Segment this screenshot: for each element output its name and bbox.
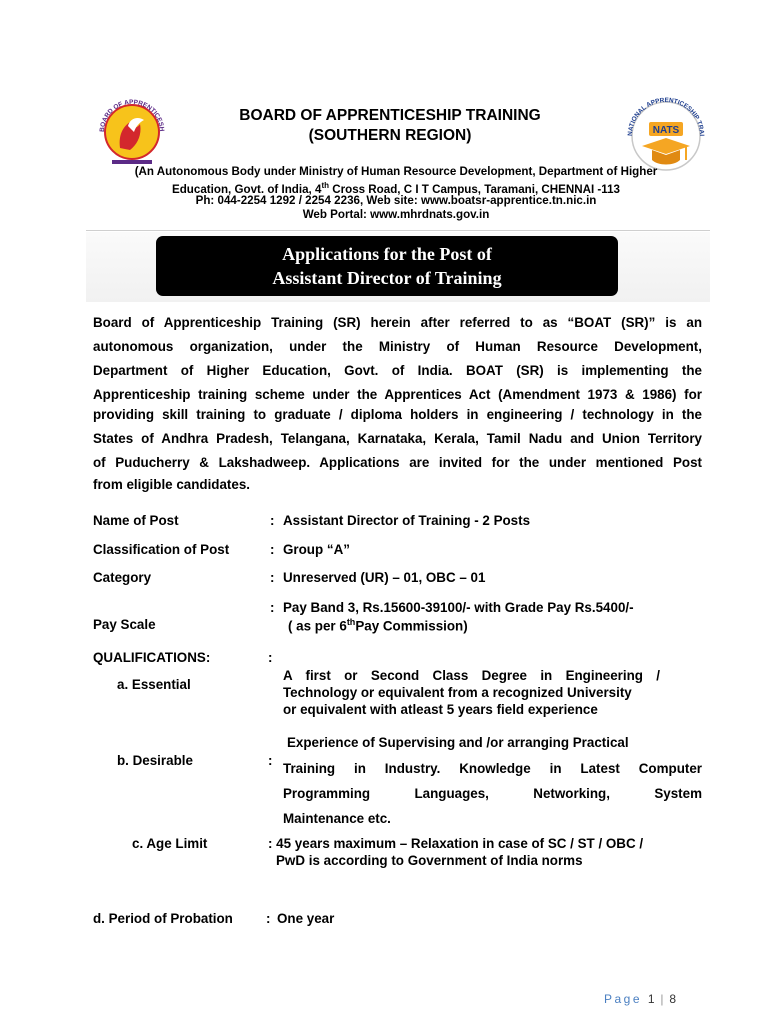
desirable-line: Programming Languages, Networking, System [283, 786, 702, 801]
intro-line: of Puducherry & Lakshadweep. Applications are invited for the under mentioned Post [93, 455, 702, 470]
post-banner [156, 236, 618, 296]
name-of-post-value: Assistant Director of Training - 2 Posts [283, 513, 531, 528]
field-colon: : [270, 513, 275, 528]
essential-line: Technology or equivalent from a recognized University [283, 685, 632, 700]
classification-value: Group “A” [283, 542, 350, 557]
intro-line: Board of Apprenticeship Training (SR) herein after referred to as “BOAT (SR)” is an [93, 315, 702, 330]
intro-line: providing skill training to graduate / diploma holders in engineering / technology in the [93, 407, 702, 422]
nats-badge: NATS [652, 125, 680, 136]
intro-line: Department of Higher Education, Govt. of India. BOAT (SR) is implementing the [93, 363, 702, 378]
contact-line: Ph: 044-2254 1292 / 2254 2236, Web site: www.boatsr-apprentice.tn.nic.in [195, 194, 597, 207]
desirable-line: Maintenance etc. [283, 811, 391, 826]
total-pages: 8 [669, 992, 677, 1006]
field-colon: : [270, 570, 275, 585]
probation-label: d. Period of Probation [93, 911, 233, 926]
name-of-post-label: Name of Post [93, 513, 179, 528]
field-colon: : [266, 911, 271, 926]
pay-scale-value: Pay Band 3, Rs.15600-39100/- with Grade Pay Rs.5400/- [283, 600, 634, 615]
field-colon: : [268, 650, 273, 665]
probation-value: One year [277, 911, 335, 926]
pay-scale-note: ( as per 6thPay Commission) [288, 617, 468, 634]
field-colon: : [268, 753, 273, 768]
address-line-2: Education, Govt. of India, 4th Cross Road, C I T Campus, Taramani, CHENNAI -113 [171, 181, 620, 196]
intro-line: States of Andhra Pradesh, Telangana, Karnataka, Kerala, Tamil Nadu and Union Territory [93, 431, 702, 446]
field-colon: : [270, 600, 275, 615]
banner-line-2: Assistant Director of Training [272, 268, 502, 288]
page-separator: | [660, 992, 664, 1006]
desirable-line: Training in Industry. Knowledge in Latest Computer [283, 761, 702, 776]
qualifications-heading: QUALIFICATIONS: [93, 650, 211, 665]
desirable-label: b. Desirable [117, 753, 193, 768]
pay-scale-label: Pay Scale [93, 617, 156, 632]
essential-line: A first or Second Class Degree in Engineering / [283, 668, 660, 683]
boat-logo-text: BOARD OF APPRENTICESH [98, 98, 166, 133]
org-subtitle: (SOUTHERN REGION) [308, 127, 472, 144]
page-footer [604, 992, 676, 1006]
page-number: 1 [647, 992, 655, 1006]
intro-line: autonomous organization, under the Ministry of Human Resource Development, [93, 339, 702, 354]
intro-line: Apprenticeship training scheme under the Apprentices Act (Amendment 1973 & 1986) for [93, 387, 702, 402]
banner-line-1: Applications for the Post of [282, 244, 492, 264]
desirable-line: Experience of Supervising and /or arranging Practical [287, 735, 629, 750]
address-line-1: (An Autonomous Body under Ministry of Human Resource Development, Department of Higher [134, 165, 658, 178]
field-colon: : [270, 542, 275, 557]
page-label: Page [604, 992, 643, 1006]
web-portal-line: Web Portal: www.mhrdnats.gov.in [302, 208, 490, 221]
age-limit-label: c. Age Limit [132, 836, 208, 851]
essential-label: a. Essential [117, 677, 191, 692]
header-divider [86, 230, 710, 231]
category-value: Unreserved (UR) – 01, OBC – 01 [283, 570, 486, 585]
essential-line: or equivalent with atleast 5 years field experience [283, 702, 598, 717]
intro-line: from eligible candidates. [93, 477, 251, 492]
category-label: Category [93, 570, 152, 585]
classification-label: Classification of Post [93, 542, 230, 557]
age-limit-value: : 45 years maximum – Relaxation in case of SC / ST / OBC / [268, 836, 644, 851]
nats-logo-text: NATIONAL APPRENTICESHIP TRAI [626, 96, 706, 137]
org-title: BOARD OF APPRENTICESHIP TRAINING [239, 107, 541, 124]
age-limit-value-cont: PwD is according to Government of India norms [276, 853, 583, 868]
